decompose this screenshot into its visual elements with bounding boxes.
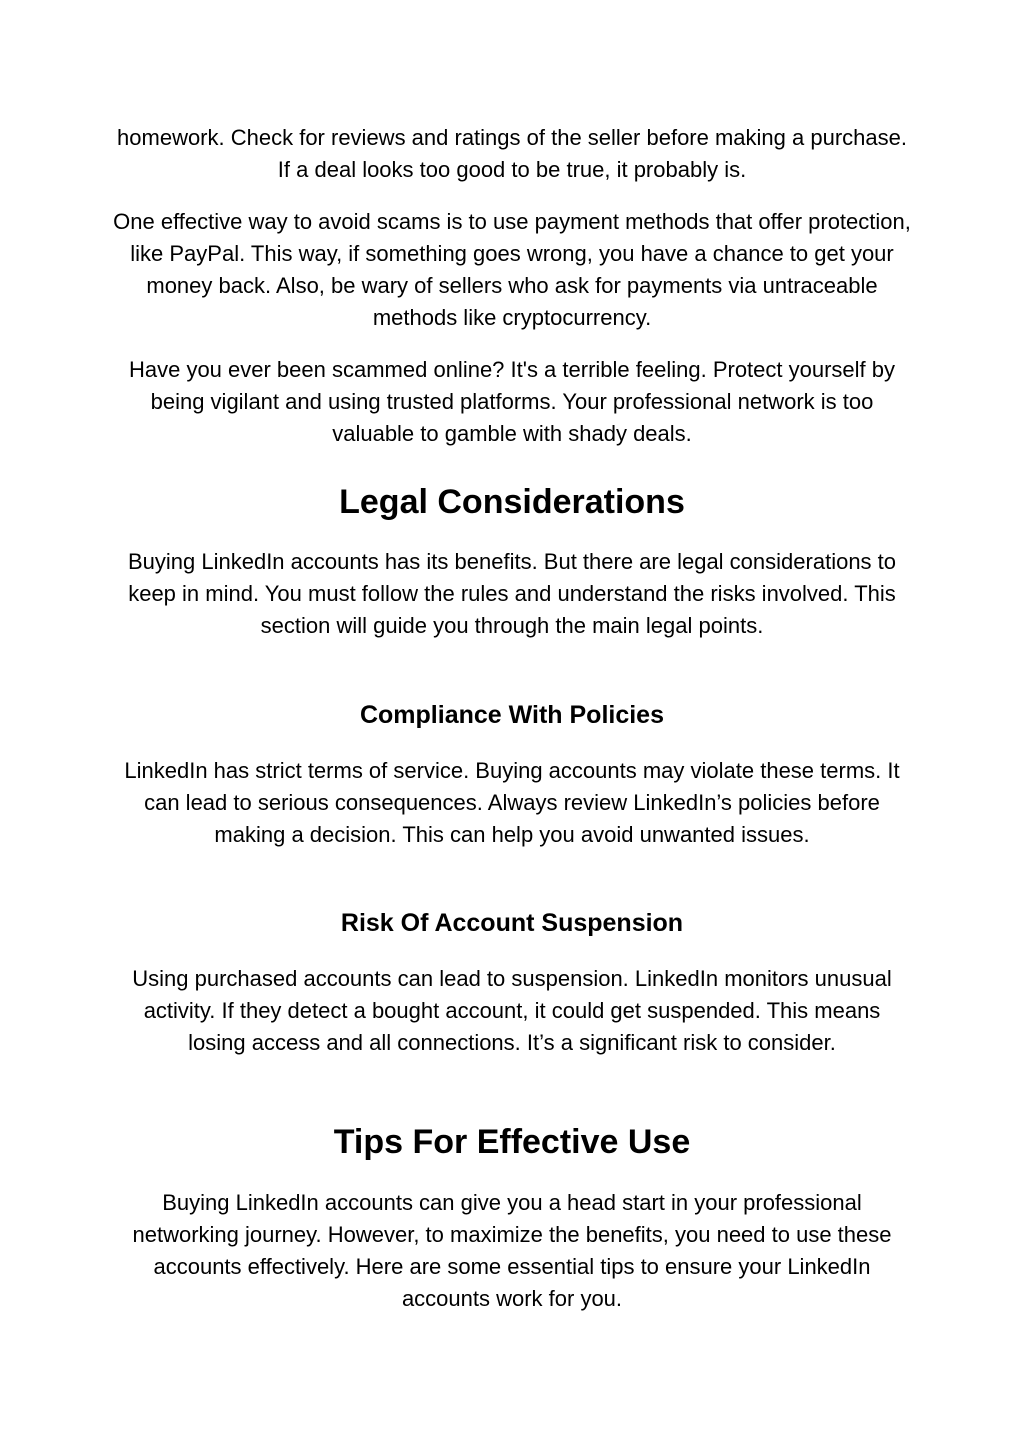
heading-tips-for-effective-use: Tips For Effective Use — [333, 1123, 691, 1161]
heading-legal-considerations: Legal Considerations — [339, 483, 685, 521]
paragraph-payment-methods: One effective way to avoid scams is to use payment methods that offer protection, like PayPal. This way, if something goes wrong, you have a chance to get your money back. Also, be wary of sellers who ask for payments via untraceable methods like cryptocurrency. — [113, 209, 911, 330]
heading-compliance-with-policies: Compliance With Policies — [359, 701, 664, 729]
paragraph-suspension: Using purchased accounts can lead to suspension. LinkedIn monitors unusual activity. If they detect a bought account, it could get suspended. This means losing access and all connections. It’s a significant risk to consider. — [132, 966, 892, 1055]
paragraph-compliance: LinkedIn has strict terms of service. Buying accounts may violate these terms. It can lead to serious consequences. Always review LinkedIn’s policies before making a decision. This can help you avoid unwanted issues. — [124, 758, 900, 847]
paragraph-scammed-online: Have you ever been scammed online? It's a terrible feeling. Protect yourself by being vigilant and using trusted platforms. Your professional network is too valuable to gamble with shady deals. — [128, 357, 896, 446]
paragraph-tips-intro: Buying LinkedIn accounts can give you a head start in your professional networking journey. However, to maximize the benefits, you need to use these accounts effectively. Here are some essential tips to ensure your LinkedIn accounts work for you. — [132, 1190, 892, 1311]
paragraph-legal-intro: Buying LinkedIn accounts has its benefits. But there are legal considerations to keep in mind. You must follow the rules and understand the risks involved. This section will guide you through the main legal points. — [127, 549, 897, 638]
heading-risk-of-account-suspension: Risk Of Account Suspension — [340, 909, 684, 937]
paragraph-seller-check: homework. Check for reviews and ratings of the seller before making a purchase. If a deal looks too good to be true, it probably is. — [117, 125, 907, 182]
